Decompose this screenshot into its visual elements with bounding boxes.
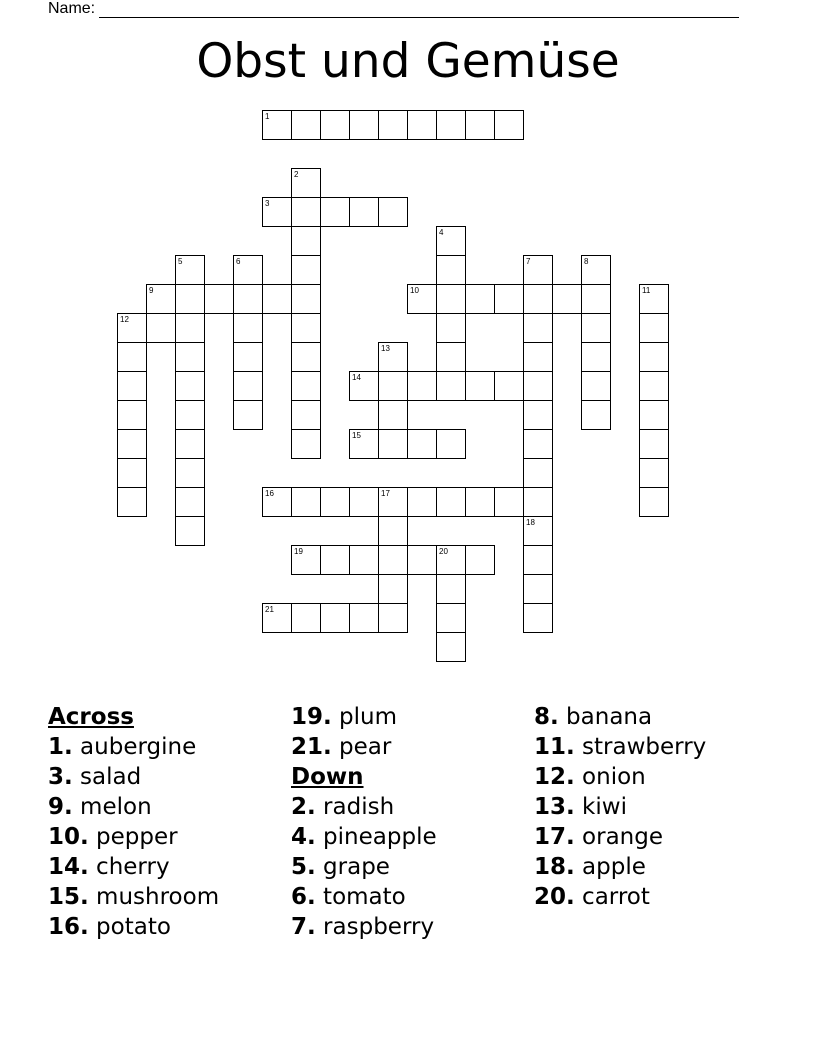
grid-cell[interactable] bbox=[523, 574, 553, 604]
clue-number-label: 5. bbox=[291, 854, 316, 880]
clue-number: 12 bbox=[120, 315, 129, 324]
grid-cell[interactable] bbox=[436, 226, 466, 256]
grid-cell[interactable] bbox=[407, 429, 437, 459]
grid-cell[interactable] bbox=[523, 284, 553, 314]
clue-text: salad bbox=[72, 764, 142, 790]
clue-text: strawberry bbox=[574, 734, 707, 760]
grid-cell[interactable] bbox=[291, 400, 321, 430]
grid-cell[interactable] bbox=[436, 487, 466, 517]
clue-text: apple bbox=[574, 854, 646, 880]
clue-item bbox=[534, 882, 706, 912]
grid-cell[interactable] bbox=[494, 110, 524, 140]
grid-cell[interactable] bbox=[407, 110, 437, 140]
grid-cell[interactable] bbox=[320, 545, 350, 575]
clue-number-label: 1. bbox=[48, 734, 73, 760]
grid-cell[interactable] bbox=[291, 197, 321, 227]
clue-item bbox=[48, 912, 219, 942]
clue-number: 1 bbox=[265, 112, 270, 121]
grid-cell[interactable] bbox=[407, 284, 437, 314]
clue-text: aubergine bbox=[72, 734, 197, 760]
grid-cell[interactable] bbox=[349, 110, 379, 140]
grid-cell[interactable] bbox=[175, 487, 205, 517]
clue-item bbox=[48, 792, 219, 822]
grid-cell[interactable] bbox=[175, 284, 205, 314]
clue-number-label: 7. bbox=[291, 914, 316, 940]
grid-cell[interactable] bbox=[349, 603, 379, 633]
grid-cell[interactable] bbox=[494, 487, 524, 517]
grid-cell[interactable] bbox=[436, 603, 466, 633]
grid-cell[interactable] bbox=[465, 284, 495, 314]
clue-item bbox=[534, 822, 706, 852]
clue-number-label: 4. bbox=[291, 824, 316, 850]
grid-cell[interactable] bbox=[436, 313, 466, 343]
grid-cell[interactable] bbox=[291, 313, 321, 343]
clue-item bbox=[48, 882, 219, 912]
clue-text: potato bbox=[88, 914, 171, 940]
grid-cell[interactable] bbox=[436, 429, 466, 459]
grid-cell[interactable] bbox=[117, 487, 147, 517]
clue-item bbox=[48, 852, 219, 882]
clue-number-label: 17. bbox=[534, 824, 575, 850]
grid-cell[interactable] bbox=[262, 284, 292, 314]
grid-cell[interactable] bbox=[523, 371, 553, 401]
clue-number: 5 bbox=[178, 257, 183, 266]
grid-cell[interactable] bbox=[291, 371, 321, 401]
grid-cell[interactable] bbox=[436, 371, 466, 401]
grid-cell[interactable] bbox=[581, 342, 611, 372]
grid-cell[interactable] bbox=[175, 429, 205, 459]
grid-cell[interactable] bbox=[291, 284, 321, 314]
grid-cell[interactable] bbox=[523, 545, 553, 575]
clue-number: 9 bbox=[149, 286, 154, 295]
clue-number-label: 18. bbox=[534, 854, 575, 880]
grid-cell[interactable] bbox=[581, 400, 611, 430]
grid-cell[interactable] bbox=[639, 342, 669, 372]
grid-cell[interactable] bbox=[639, 284, 669, 314]
grid-cell[interactable] bbox=[233, 400, 263, 430]
grid-cell[interactable] bbox=[639, 400, 669, 430]
clue-number-label: 16. bbox=[48, 914, 89, 940]
clue-number: 14 bbox=[352, 373, 361, 382]
clue-text: kiwi bbox=[574, 794, 627, 820]
grid-cell[interactable] bbox=[436, 342, 466, 372]
clue-text: grape bbox=[315, 854, 390, 880]
grid-cell[interactable] bbox=[436, 110, 466, 140]
clue-number: 3 bbox=[265, 199, 270, 208]
grid-cell[interactable] bbox=[320, 197, 350, 227]
grid-cell[interactable] bbox=[233, 342, 263, 372]
clue-number: 7 bbox=[526, 257, 531, 266]
grid-cell[interactable] bbox=[465, 545, 495, 575]
clue-text: raspberry bbox=[315, 914, 435, 940]
grid-cell[interactable] bbox=[494, 284, 524, 314]
clue-number-label: 3. bbox=[48, 764, 73, 790]
clue-text: banana bbox=[558, 704, 653, 730]
grid-cell[interactable] bbox=[436, 545, 466, 575]
clues-column-1 bbox=[48, 702, 219, 942]
clue-number: 15 bbox=[352, 431, 361, 440]
grid-cell[interactable] bbox=[175, 342, 205, 372]
grid-cell[interactable] bbox=[378, 516, 408, 546]
grid-cell[interactable] bbox=[117, 371, 147, 401]
grid-cell[interactable] bbox=[175, 313, 205, 343]
clue-number: 16 bbox=[265, 489, 274, 498]
clue-number: 8 bbox=[584, 257, 589, 266]
grid-cell[interactable] bbox=[523, 313, 553, 343]
clue-number-label: 19. bbox=[291, 704, 332, 730]
grid-cell[interactable] bbox=[291, 429, 321, 459]
grid-cell[interactable] bbox=[465, 110, 495, 140]
clue-item bbox=[291, 852, 437, 882]
down-heading: Down bbox=[291, 764, 364, 790]
grid-cell[interactable] bbox=[436, 574, 466, 604]
clue-text: carrot bbox=[574, 884, 650, 910]
grid-cell[interactable] bbox=[639, 313, 669, 343]
clue-number-label: 21. bbox=[291, 734, 332, 760]
grid-cell[interactable] bbox=[204, 284, 234, 314]
grid-cell[interactable] bbox=[581, 313, 611, 343]
grid-cell[interactable] bbox=[175, 255, 205, 285]
grid-cell[interactable] bbox=[378, 400, 408, 430]
grid-cell[interactable] bbox=[465, 487, 495, 517]
grid-cell[interactable] bbox=[320, 603, 350, 633]
page-title: Obst und Gemüse bbox=[196, 34, 620, 89]
grid-cell[interactable] bbox=[378, 574, 408, 604]
grid-cell[interactable] bbox=[494, 371, 524, 401]
grid-cell[interactable] bbox=[581, 284, 611, 314]
grid-cell[interactable] bbox=[175, 371, 205, 401]
grid-cell[interactable] bbox=[523, 400, 553, 430]
grid-cell[interactable] bbox=[349, 371, 379, 401]
clue-text: pear bbox=[331, 734, 392, 760]
clue-number-label: 6. bbox=[291, 884, 316, 910]
grid-cell[interactable] bbox=[117, 400, 147, 430]
grid-cell[interactable] bbox=[639, 371, 669, 401]
grid-cell[interactable] bbox=[262, 197, 292, 227]
clue-number: 20 bbox=[439, 547, 448, 556]
clue-item bbox=[48, 732, 219, 762]
clue-text: onion bbox=[574, 764, 646, 790]
grid-cell[interactable] bbox=[523, 516, 553, 546]
grid-cell[interactable] bbox=[291, 168, 321, 198]
clue-item bbox=[534, 732, 706, 762]
clue-item bbox=[534, 702, 706, 732]
grid-cell[interactable] bbox=[378, 342, 408, 372]
grid-cell[interactable] bbox=[407, 545, 437, 575]
grid-cell[interactable] bbox=[262, 487, 292, 517]
grid-cell[interactable] bbox=[320, 110, 350, 140]
clue-number: 18 bbox=[526, 518, 535, 527]
grid-cell[interactable] bbox=[291, 545, 321, 575]
grid-cell[interactable] bbox=[436, 255, 466, 285]
clue-number-label: 20. bbox=[534, 884, 575, 910]
clue-number: 21 bbox=[265, 605, 274, 614]
grid-cell[interactable] bbox=[291, 487, 321, 517]
grid-cell[interactable] bbox=[407, 371, 437, 401]
clue-text: mushroom bbox=[88, 884, 220, 910]
grid-cell[interactable] bbox=[349, 429, 379, 459]
clues-column-2 bbox=[291, 702, 437, 942]
grid-cell[interactable] bbox=[291, 255, 321, 285]
grid-cell[interactable] bbox=[291, 226, 321, 256]
grid-cell[interactable] bbox=[639, 429, 669, 459]
grid-cell[interactable] bbox=[436, 632, 466, 662]
clue-item bbox=[534, 762, 706, 792]
grid-cell[interactable] bbox=[523, 342, 553, 372]
grid-cell[interactable] bbox=[378, 603, 408, 633]
across-heading: Across bbox=[48, 704, 134, 730]
clue-item bbox=[534, 852, 706, 882]
clue-number: 2 bbox=[294, 170, 299, 179]
clue-number: 19 bbox=[294, 547, 303, 556]
grid-cell[interactable] bbox=[262, 603, 292, 633]
clue-number: 17 bbox=[381, 489, 390, 498]
clue-number: 10 bbox=[410, 286, 419, 295]
clue-number-label: 2. bbox=[291, 794, 316, 820]
clue-item bbox=[291, 882, 437, 912]
grid-cell[interactable] bbox=[639, 487, 669, 517]
clue-item bbox=[48, 762, 219, 792]
grid-cell[interactable] bbox=[523, 429, 553, 459]
grid-cell[interactable] bbox=[465, 371, 495, 401]
clue-number: 13 bbox=[381, 344, 390, 353]
grid-cell[interactable] bbox=[262, 110, 292, 140]
clue-text: orange bbox=[574, 824, 664, 850]
grid-cell[interactable] bbox=[378, 487, 408, 517]
clue-text: plum bbox=[331, 704, 398, 730]
clue-item bbox=[291, 912, 437, 942]
clue-text: radish bbox=[315, 794, 395, 820]
clue-item bbox=[291, 792, 437, 822]
grid-cell[interactable] bbox=[117, 458, 147, 488]
clue-item bbox=[48, 822, 219, 852]
clue-number: 4 bbox=[439, 228, 444, 237]
grid-cell[interactable] bbox=[378, 371, 408, 401]
grid-cell[interactable] bbox=[146, 284, 176, 314]
grid-cell[interactable] bbox=[291, 110, 321, 140]
clue-number-label: 14. bbox=[48, 854, 89, 880]
grid-cell[interactable] bbox=[639, 458, 669, 488]
clue-number-label: 8. bbox=[534, 704, 559, 730]
clue-text: pepper bbox=[88, 824, 178, 850]
grid-cell[interactable] bbox=[523, 255, 553, 285]
clue-number-label: 10. bbox=[48, 824, 89, 850]
grid-cell[interactable] bbox=[320, 487, 350, 517]
grid-cell[interactable] bbox=[233, 371, 263, 401]
grid-cell[interactable] bbox=[349, 197, 379, 227]
grid-cell[interactable] bbox=[175, 400, 205, 430]
grid-cell[interactable] bbox=[378, 429, 408, 459]
clue-text: cherry bbox=[88, 854, 170, 880]
grid-cell[interactable] bbox=[349, 545, 379, 575]
clue-item bbox=[291, 822, 437, 852]
grid-cell[interactable] bbox=[233, 284, 263, 314]
grid-cell[interactable] bbox=[175, 458, 205, 488]
clue-number-label: 12. bbox=[534, 764, 575, 790]
grid-cell[interactable] bbox=[436, 284, 466, 314]
grid-cell[interactable] bbox=[117, 429, 147, 459]
clue-text: pineapple bbox=[315, 824, 437, 850]
grid-cell[interactable] bbox=[378, 197, 408, 227]
grid-cell[interactable] bbox=[291, 342, 321, 372]
grid-cell[interactable] bbox=[523, 603, 553, 633]
clue-number-label: 11. bbox=[534, 734, 575, 760]
grid-cell[interactable] bbox=[523, 458, 553, 488]
grid-cell[interactable] bbox=[523, 487, 553, 517]
grid-cell[interactable] bbox=[581, 255, 611, 285]
grid-cell[interactable] bbox=[581, 371, 611, 401]
grid-cell[interactable] bbox=[233, 313, 263, 343]
clue-number: 6 bbox=[236, 257, 241, 266]
grid-cell[interactable] bbox=[378, 545, 408, 575]
clue-number: 11 bbox=[642, 286, 651, 295]
clue-text: melon bbox=[72, 794, 152, 820]
grid-cell[interactable] bbox=[146, 313, 176, 343]
grid-cell[interactable] bbox=[175, 516, 205, 546]
clues-column-3 bbox=[534, 702, 706, 912]
clue-number-label: 9. bbox=[48, 794, 73, 820]
clue-text: tomato bbox=[315, 884, 406, 910]
grid-cell[interactable] bbox=[233, 255, 263, 285]
clue-item bbox=[291, 702, 437, 732]
clue-number-label: 15. bbox=[48, 884, 89, 910]
name-label: Name: bbox=[48, 0, 96, 17]
clue-item bbox=[291, 732, 437, 762]
grid-cell[interactable] bbox=[117, 313, 147, 343]
grid-cell[interactable] bbox=[552, 284, 582, 314]
grid-cell[interactable] bbox=[407, 487, 437, 517]
clue-item bbox=[534, 792, 706, 822]
grid-cell[interactable] bbox=[117, 342, 147, 372]
grid-cell[interactable] bbox=[291, 603, 321, 633]
grid-cell[interactable] bbox=[378, 110, 408, 140]
clue-number-label: 13. bbox=[534, 794, 575, 820]
grid-cell[interactable] bbox=[349, 487, 379, 517]
